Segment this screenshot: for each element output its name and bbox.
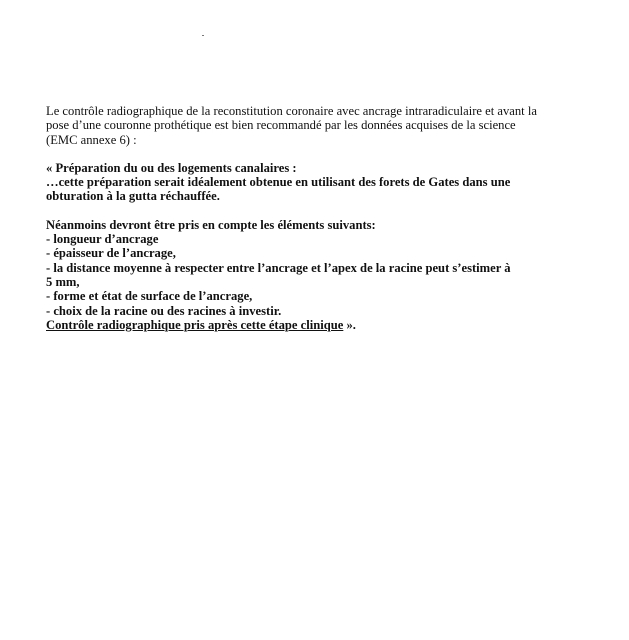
intro-line: pose d’une couronne prothétique est bien recommandé par les données acquises de la science <box>46 118 516 133</box>
intro-paragraph <box>46 104 586 147</box>
scan-speck <box>202 35 204 36</box>
intro-line: (EMC annexe 6) : <box>46 132 137 147</box>
closing-underlined: Contrôle radiographique pris après cette étape clinique <box>46 317 344 332</box>
section-line: …cette préparation serait idéalement obtenue en utilisant des forets de Gates dans une <box>46 175 511 190</box>
list-item: - épaisseur de l’ancrage, <box>46 246 176 261</box>
section-line: obturation à la gutta réchauffée. <box>46 189 220 204</box>
closing-line <box>46 318 586 332</box>
closing-suffix: ». <box>343 317 356 332</box>
section-elements <box>46 218 586 332</box>
section-preparation <box>46 161 586 204</box>
intro-line: Le contrôle radiographique de la reconstitution coronaire avec ancrage intraradiculaire et avant la <box>46 104 537 118</box>
section-title: Néanmoins devront être pris en compte les éléments suivants: <box>46 217 376 232</box>
list-item: 5 mm, <box>46 274 80 289</box>
list-item: - choix de la racine ou des racines à investir. <box>46 303 282 318</box>
list-item: - la distance moyenne à respecter entre l’ancrage et l’apex de la racine peut s’estimer à <box>46 260 511 275</box>
list-item: - longueur d’ancrage <box>46 232 159 247</box>
section-title: « Préparation du ou des logements canalaires : <box>46 160 297 175</box>
list-item: - forme et état de surface de l’ancrage, <box>46 289 253 304</box>
document-body <box>46 104 586 332</box>
